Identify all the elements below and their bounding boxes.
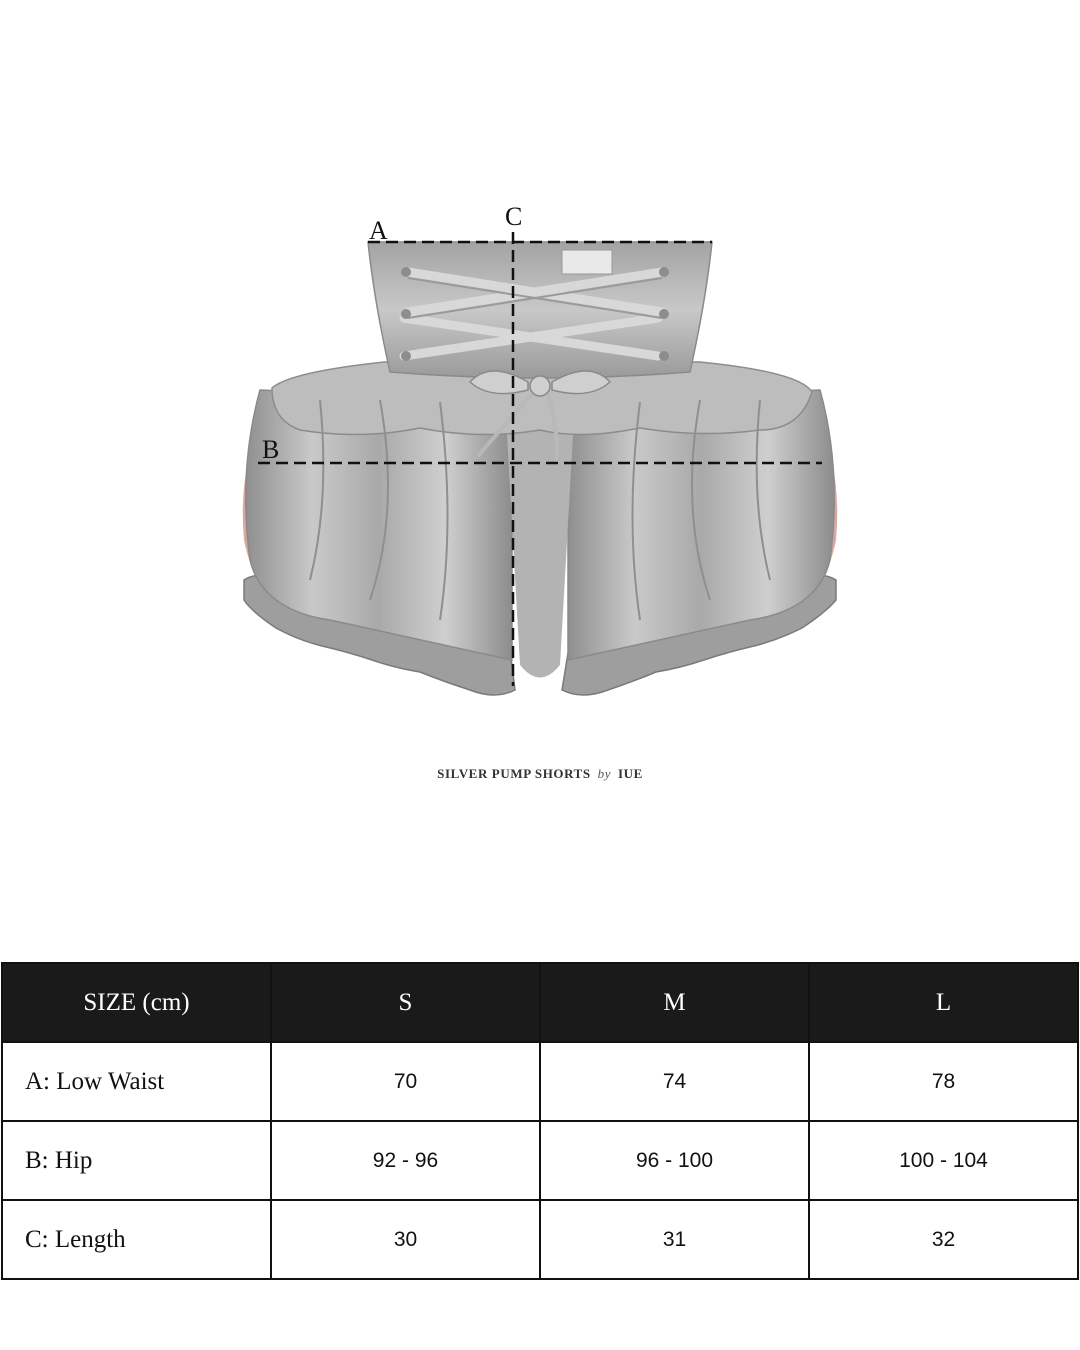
header-size-s: S bbox=[271, 963, 540, 1042]
measurement-label-c: C bbox=[505, 202, 523, 231]
header-size-m: M bbox=[540, 963, 809, 1042]
product-caption bbox=[0, 766, 1080, 782]
size-table-body bbox=[2, 1042, 1078, 1279]
table-row bbox=[2, 1121, 1078, 1200]
measurement-label-b: B bbox=[262, 435, 280, 464]
header-row bbox=[2, 963, 1078, 1042]
caption-by: by bbox=[597, 766, 612, 781]
table-row bbox=[2, 1042, 1078, 1121]
brand-name: IUE bbox=[617, 766, 643, 781]
header-size-l: L bbox=[809, 963, 1078, 1042]
row-label: A: Low Waist bbox=[2, 1042, 271, 1121]
crotch bbox=[505, 400, 575, 678]
table-cell: 32 bbox=[809, 1200, 1078, 1279]
table-cell: 74 bbox=[540, 1042, 809, 1121]
size-table-header bbox=[2, 963, 1078, 1042]
table-cell: 70 bbox=[271, 1042, 540, 1121]
row-label: C: Length bbox=[2, 1200, 271, 1279]
table-cell: 31 bbox=[540, 1200, 809, 1279]
size-chart-table bbox=[1, 962, 1079, 1280]
table-cell: 96 - 100 bbox=[540, 1121, 809, 1200]
table-row bbox=[2, 1200, 1078, 1279]
table-cell: 78 bbox=[809, 1042, 1078, 1121]
table-cell: 100 - 104 bbox=[809, 1121, 1078, 1200]
table-cell: 92 - 96 bbox=[271, 1121, 540, 1200]
header-size-label: SIZE (cm) bbox=[2, 963, 271, 1042]
measurement-label-a: A bbox=[369, 216, 388, 245]
product-title: SILVER PUMP SHORTS bbox=[437, 766, 591, 781]
brand-tag bbox=[562, 250, 612, 274]
row-label: B: Hip bbox=[2, 1121, 271, 1200]
table-cell: 30 bbox=[271, 1200, 540, 1279]
